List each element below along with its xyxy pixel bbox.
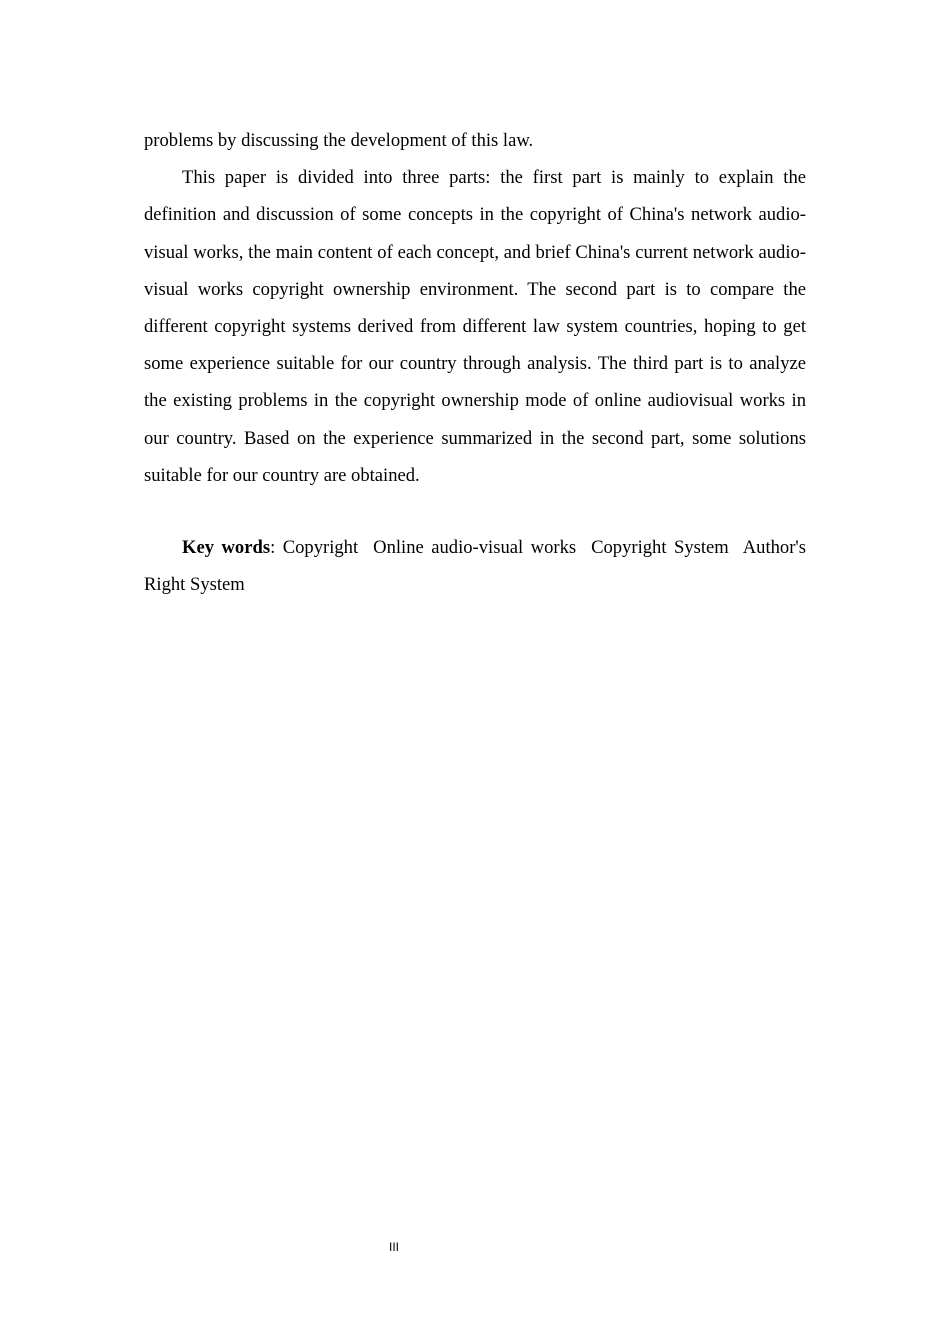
keyword-item: Author's Right System	[144, 537, 806, 596]
paragraph-structure: This paper is divided into three parts: the first part is mainly to explain the definition and discussion of some concepts in the copyright of China's network audio-visual works, the main content of each concept, and brief China's current network audio-visual works copyright ownership environment. The second part is to compare the different copyright systems derived from different law system countries, hoping to get some experience suitable for our country through analysis. The third part is to analyze the existing problems in the copyright ownership mode of online audiovisual works in our country. Based on the experience summarized in the second part, some solutions suitable for our country are obtained.	[144, 167, 806, 486]
keywords-separator: :	[270, 537, 283, 559]
keywords-label: Key words	[182, 537, 271, 559]
keyword-item: Online audio-visual works	[373, 537, 577, 559]
abstract-body	[144, 122, 806, 603]
page-number: III	[389, 1240, 400, 1254]
keywords-line	[144, 529, 806, 603]
keyword-item: Copyright	[282, 537, 359, 559]
paragraph-continuation: problems by discussing the development of this law.	[144, 130, 534, 151]
keyword-item: Copyright System	[591, 537, 729, 559]
paragraph-spacer	[144, 494, 806, 529]
